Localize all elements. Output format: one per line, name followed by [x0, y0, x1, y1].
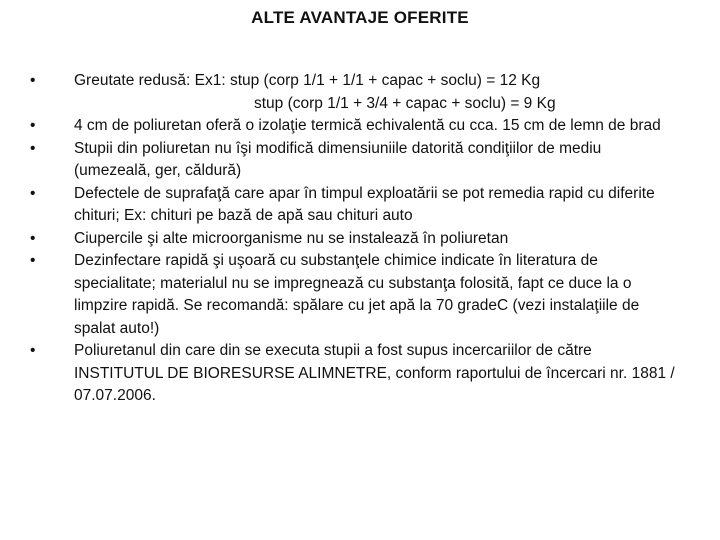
list-item-text: Ciupercile şi alte microorganisme nu se instalează în poliuretan	[74, 229, 509, 247]
bullet: •	[30, 229, 36, 247]
list-item	[30, 138, 680, 183]
list-item	[30, 228, 680, 251]
list-item-text: Defectele de suprafaţă care apar în timpul exploatării se pot remedia rapid cu diferite chituri; Ex: chituri pe bază de apă sau chituri auto	[74, 184, 655, 224]
advantages-list	[30, 70, 680, 408]
list-item-text: Greutate redusă: Ex1: stup (corp 1/1 + 1/1 + capac + soclu) = 12 Kg	[74, 72, 541, 89]
bullet: •	[30, 117, 36, 134]
list-item-text: Poliuretanul din care din se executa stupii a fost supus incercariilor de către INSTITUTUL DE BIORESURSE ALIMNETRE, conform raportului de încercari nr. 1881 / 07.07.2006.	[74, 342, 675, 404]
list-item	[30, 340, 680, 408]
list-item-text: 4 cm de poliuretan oferă o izolaţie termică echivalentă cu cca. 15 cm de lemn de brad	[74, 117, 661, 134]
list-item	[30, 115, 680, 138]
page-title: ALTE AVANTAJE OFERITE	[251, 8, 469, 27]
bullet: •	[30, 184, 36, 202]
list-item-text: Dezinfectare rapidă şi uşoară cu substanţele chimice indicate în literatura de specialitate; materialul nu se impregnează cu substanţa folosită, fapt ce duce la o limpzire rapidă. Se recomandă: spălare cu jet apă la 70 gradeC (vezi instalaţiile de spalat auto!)	[74, 252, 640, 337]
list-item	[30, 183, 680, 228]
bullet: •	[30, 252, 36, 269]
bullet: •	[30, 139, 36, 157]
list-item	[30, 70, 680, 115]
list-item-continuation: stup (corp 1/1 + 3/4 + capac + soclu) = 9 Kg	[254, 94, 556, 112]
list-item	[30, 250, 680, 340]
list-item-text: Stupii din poliuretan nu îşi modifică dimensiuniile datorită condiţiilor de mediu (umezeală, ger, căldură)	[74, 139, 602, 179]
bullet: •	[30, 72, 36, 89]
bullet: •	[30, 342, 36, 359]
